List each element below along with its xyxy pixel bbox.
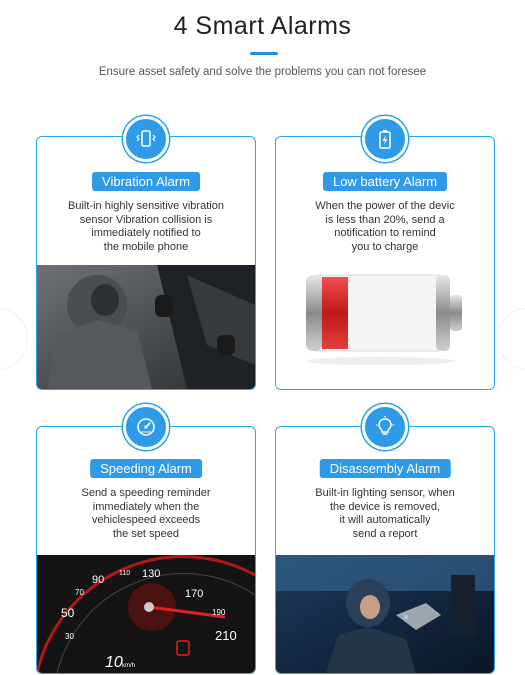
card-speeding-alarm	[36, 426, 256, 674]
lightbulb-icon	[373, 415, 397, 439]
card-low-battery-alarm	[275, 136, 495, 390]
card-description: Built-in lighting sensor, when the device is removed, it will automatically send a report	[315, 487, 455, 540]
speed-tick: 50	[61, 606, 75, 620]
page-title: 4 Smart Alarms	[173, 12, 352, 40]
speed-tick: 10	[105, 654, 123, 671]
speed-tick: 210	[215, 628, 237, 643]
battery-bolt-icon	[374, 128, 396, 150]
side-decoration-left	[0, 308, 28, 370]
battery-icon-badge	[362, 116, 408, 162]
card-label: Speeding Alarm	[90, 459, 202, 478]
card-description: When the power of the devic is less than 20%, send a notification to remind you to charge	[315, 200, 455, 253]
speedometer-photo	[37, 555, 255, 673]
low-battery-illustration	[276, 265, 494, 389]
page-subtitle: Ensure asset safety and solve the problems you can not foresee	[98, 66, 427, 78]
phone-vibration-icon	[135, 128, 157, 150]
vibration-icon-badge	[123, 116, 169, 162]
speeding-icon-badge	[123, 404, 169, 450]
speedometer-icon	[134, 415, 158, 439]
card-vibration-alarm	[36, 136, 256, 390]
speed-tick: 90	[92, 574, 105, 586]
card-description: Send a speeding reminder immediately when the vehiclespeed exceeds the set speed	[81, 487, 211, 540]
thief-at-car-photo	[37, 265, 255, 389]
card-description: Built-in highly sensitive vibration sensor Vibration collision is immediately notified to the mobile phone	[68, 200, 224, 253]
speed-tick: 30	[65, 632, 74, 641]
card-disassembly-alarm	[275, 426, 495, 674]
card-label: Disassembly Alarm	[320, 459, 451, 478]
speed-tick: 190	[212, 608, 226, 617]
card-label: Low battery Alarm	[323, 172, 447, 191]
thief-in-car-photo	[276, 555, 494, 673]
speed-tick: 70	[75, 588, 84, 597]
card-label: Vibration Alarm	[92, 172, 200, 191]
side-decoration-right	[497, 308, 525, 370]
speed-tick: 170	[185, 588, 204, 600]
disassembly-icon-badge	[362, 404, 408, 450]
speed-tick: 130	[142, 568, 161, 580]
speed-unit: km/h	[122, 663, 136, 669]
speed-tick: 110	[119, 570, 131, 577]
title-underline	[250, 52, 278, 55]
